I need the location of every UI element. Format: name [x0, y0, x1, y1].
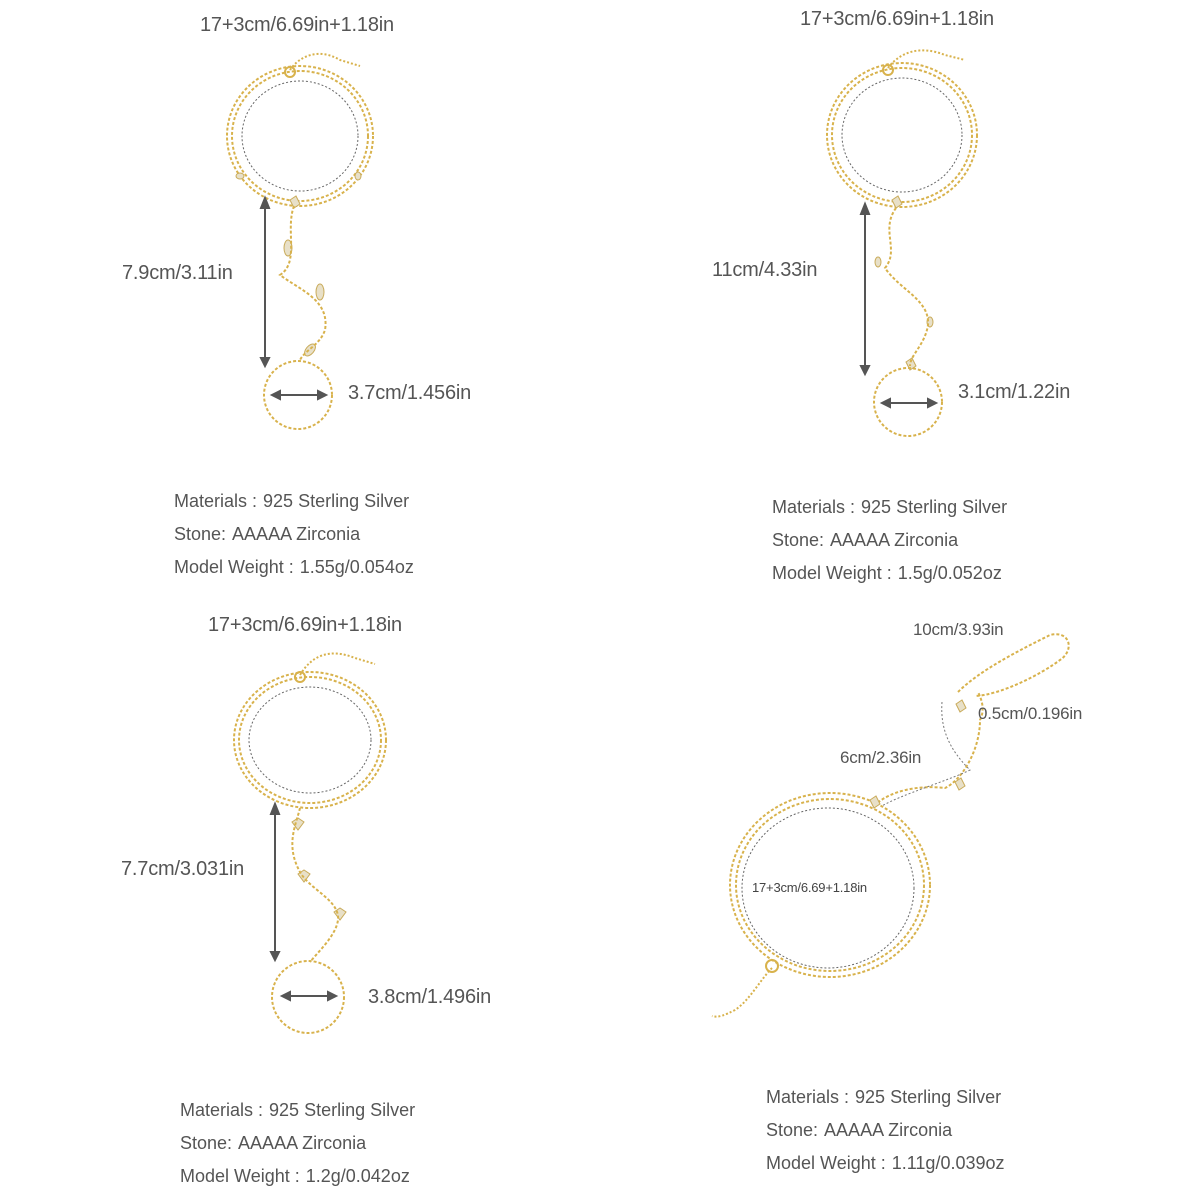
spec-block [766, 1081, 1005, 1180]
stone-row [772, 524, 1007, 557]
chain-length-label: 7.7cm/3.031in [121, 858, 245, 880]
weight-value: 1.2g/0.042oz [305, 1166, 410, 1186]
connector-chain [292, 808, 338, 962]
bracelet-chain [227, 66, 373, 206]
stone-row [766, 1114, 1005, 1147]
charm-size-label: 0.5cm/0.196in [978, 704, 1083, 723]
extender-chain [712, 960, 778, 1017]
product-3-diagram [0, 600, 600, 1070]
spec-block [180, 1094, 415, 1193]
weight-row [766, 1147, 1005, 1180]
product-1-diagram [0, 0, 600, 470]
weight-row [772, 557, 1007, 590]
materials-value: 925 Sterling Silver [269, 1100, 416, 1120]
materials-row [180, 1094, 415, 1127]
ring-size-label: 3.8cm/1.496in [368, 986, 492, 1008]
spec-block [772, 491, 1007, 590]
materials-value: 925 Sterling Silver [263, 491, 410, 511]
weight-key: Model Weight : [766, 1153, 886, 1173]
weight-value: 1.5g/0.052oz [897, 563, 1002, 583]
connector-length-label: 6cm/2.36in [840, 748, 922, 767]
length-arrow [861, 204, 869, 374]
product-4-diagram [600, 600, 1200, 1070]
extender-chain [883, 50, 965, 75]
ring-arrow [882, 399, 936, 407]
stone-row [180, 1127, 415, 1160]
stone-key: Stone: [766, 1120, 819, 1140]
connector-chain [280, 206, 326, 360]
materials-key: Materials : [174, 491, 258, 511]
weight-value: 1.55g/0.054oz [299, 557, 414, 577]
materials-row [174, 485, 414, 518]
ring-size-label: 3.7cm/1.456in [348, 382, 472, 404]
inner-size-circle [242, 81, 358, 191]
stone-key: Stone: [180, 1133, 233, 1153]
chain-length-label: 11cm/4.33in [712, 259, 818, 281]
bracelet-chain [234, 672, 386, 808]
length-arrow [261, 198, 269, 366]
weight-key: Model Weight : [180, 1166, 300, 1186]
weight-row [180, 1160, 415, 1193]
weight-key: Model Weight : [174, 557, 294, 577]
materials-key: Materials : [772, 497, 856, 517]
inner-size-circle [842, 78, 962, 192]
materials-key: Materials : [766, 1087, 850, 1107]
weight-row [174, 551, 414, 584]
stone-key: Stone: [174, 524, 227, 544]
ring-arrow [272, 391, 326, 399]
stone-value: AAAAA Zirconia [830, 530, 959, 550]
materials-row [772, 491, 1007, 524]
charm-stones [292, 818, 346, 920]
stone-value: AAAAA Zirconia [238, 1133, 367, 1153]
charm-stones [875, 196, 933, 370]
ring-arrow [282, 992, 336, 1000]
stone-row [174, 518, 414, 551]
materials-row [766, 1081, 1005, 1114]
bracelet-size-label: 17+3cm/6.69in+1.18in [208, 614, 402, 636]
finger-chain [958, 634, 1069, 696]
materials-value: 925 Sterling Silver [855, 1087, 1002, 1107]
ring-size-label: 3.1cm/1.22in [958, 381, 1071, 403]
spec-block [174, 485, 414, 584]
bracelet-size-label: 17+3cm/6.69in+1.18in [800, 8, 994, 30]
connector-chain [885, 208, 928, 366]
bracelet-size-label: 17+3cm/6.69in+1.18in [200, 14, 394, 36]
materials-value: 925 Sterling Silver [861, 497, 1008, 517]
charm-stones [236, 172, 361, 358]
finger-chain-label: 10cm/3.93in [913, 620, 1004, 639]
materials-key: Materials : [180, 1100, 264, 1120]
product-2-diagram [600, 0, 1200, 470]
stone-key: Stone: [772, 530, 825, 550]
stone-value: AAAAA Zirconia [232, 524, 361, 544]
bracelet-size-label: 17+3cm/6.69+1.18in [752, 880, 867, 895]
inner-size-circle [249, 687, 371, 793]
bracelet-chain [827, 63, 977, 207]
stone-value: AAAAA Zirconia [824, 1120, 953, 1140]
chain-length-label: 7.9cm/3.11in [122, 262, 233, 284]
length-arrow [271, 804, 279, 960]
weight-key: Model Weight : [772, 563, 892, 583]
weight-value: 1.11g/0.039oz [891, 1153, 1005, 1173]
